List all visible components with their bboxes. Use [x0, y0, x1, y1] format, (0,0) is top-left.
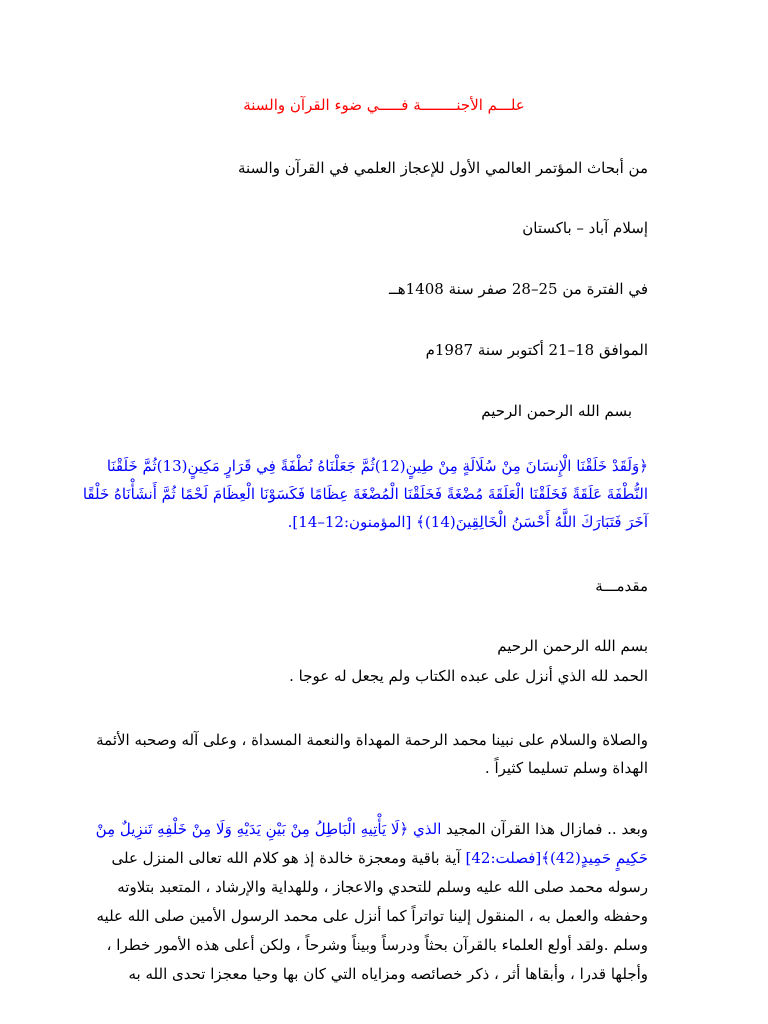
paragraph-line: الهداة وسلم تسليما كثيراً .: [484, 759, 648, 777]
paragraph-line: وأجلها قدرا ، وأبقاها أثر ، ذكر خصائصه ومزاياه التي كان بها وحيا معجزا تحدى الله به: [128, 965, 648, 983]
verse-line: ﴿وَلَقَدْ خَلَقْنَا الْإِنسَانَ مِنْ سُلَالَةٍ مِنْ طِينٍ(12)ثُمَّ جَعَلْنَاهُ نُطْفَةً فِي قَرَارٍ مَكِينٍ(13)ثُمَّ خَلَقْنَا: [106, 457, 648, 475]
paragraph-line: وسلم .ولقد أولع العلماء بالقرآن بحثاً ودرساً وبيناً وشرحاً ، ولكن أعلى هذه الأمور خطرا ،: [106, 936, 648, 954]
basmala-line: بسم الله الرحمن الرحيم: [481, 402, 632, 420]
quran-quote-span: الذي ﴿لَا يَأْتِيهِ الْبَاطِلُ مِنْ بَيْنِ يَدَيْهِ وَلَا مِنْ خَلْفِهِ تَنزِيلٌ مِنْ: [95, 820, 442, 838]
paragraph-line: رسوله محمد صلى الله عليه وسلم للتحدي والاعجاز ، وللهداية والإرشاد ، المتعبد بتلاوته: [117, 878, 648, 896]
basmala-line-2: بسم الله الرحمن الرحيم: [497, 637, 648, 655]
conference-line: من أبحاث المؤتمر العالمي الأول للإعجاز العلمي في القرآن والسنة: [238, 159, 648, 177]
body-text-span: آية باقية ومعجزة خالدة إذ هو كلام الله تعالى المنزل على: [111, 849, 466, 867]
paragraph-line: والصلاة والسلام على نبينا محمد الرحمة المهداة والنعمة المسداة ، وعلى آله وصحبه الأئمة: [96, 731, 648, 749]
body-text-span: وبعد .. فمازال هذا القرآن المجيد: [441, 820, 648, 838]
quran-verse-block: [82, 452, 648, 536]
verse-line: آخَرَ فَتَبَارَكَ اللَّهُ أَحْسَنُ الْخَالِقِينَ(14)﴾ [المؤمنون:12–14].: [287, 513, 648, 531]
hijri-date-line: في الفترة من 25–28 صفر سنة 1408هــ: [388, 280, 648, 298]
document-title: علـــم الأجنــــــــة فـــــي ضوء القرآن والسنة: [243, 96, 525, 114]
paragraph-line: [113, 844, 648, 873]
intro-heading: مقدمـــة: [595, 577, 648, 595]
quran-quote-span: حَكِيمٍ حَمِيدٍ(42)﴾[فصلت:42]: [465, 849, 648, 867]
body-paragraph: [95, 815, 648, 989]
location-line: إسلام آباد – باكستان: [522, 219, 648, 237]
verse-line: النُّطْفَةَ عَلَقَةً فَخَلَقْنَا الْعَلَقَةَ مُضْغَةً فَخَلَقْنَا الْمُضْغَةَ عِظَامًا فَكَسَوْنَا الْعِظَامَ لَحْمًا ثُمَّ أَنشَأْنَاهُ خَلْقًا: [82, 485, 648, 503]
gregorian-date-line: الموافق 18–21 أكتوبر سنة 1987م: [425, 341, 648, 359]
paragraph-line: [95, 815, 648, 844]
paragraph-line: وحفظه والعمل به ، المنقول إلينا تواتراً كما أنزل على محمد الرسول الأمين صلى الله عليه: [96, 907, 648, 925]
salat-paragraph: [96, 726, 648, 782]
hamd-line: الحمد لله الذي أنزل على عبده الكتاب ولم يجعل له عوجا .: [289, 667, 648, 685]
